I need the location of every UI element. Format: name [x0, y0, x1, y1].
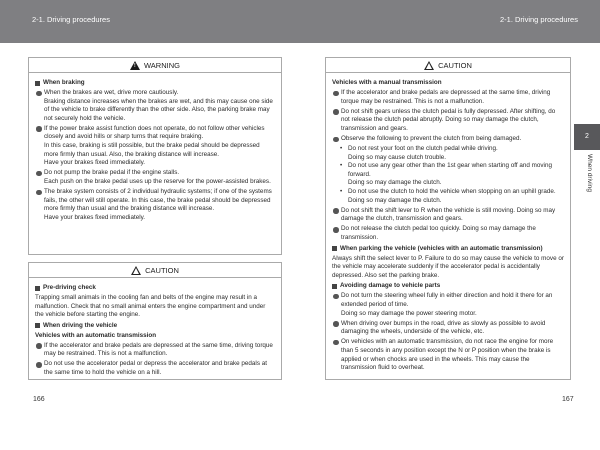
warning-triangle-icon: !	[130, 61, 140, 70]
caution-bullet: Do not use the accelerator pedal or depress the accelerator and brake pedals at the same time to hold the vehicle on a hill.	[35, 360, 275, 377]
square-bullet-icon	[332, 246, 337, 251]
caution-title-right: CAUTION	[438, 60, 472, 70]
clutch-subitem: • Do not use any gear other than the 1st gear when starting off and moving forward. Doing so may damage the clutch.	[340, 162, 552, 187]
bullet-dot-icon	[36, 126, 42, 132]
automatic-transmission-subheading: Vehicles with an automatic transmission	[35, 331, 157, 339]
caution-bullet: Do not shift gears unless the clutch pedal is fully depressed. After shifting, do not release the clutch pedal abruptly. Doing so may damage the clutch, transmission and gears.	[332, 108, 564, 134]
warning-section-heading: When braking	[35, 79, 275, 87]
bullet-dot-icon	[36, 343, 42, 349]
bullet-dot-icon	[333, 227, 339, 233]
bullet-dot-icon	[36, 362, 42, 368]
chapter-tab-label: When driving	[586, 154, 593, 192]
small-bullet-icon: •	[340, 188, 343, 196]
bullet-dot-icon	[333, 208, 339, 214]
clutch-subitem: • Do not use the clutch to hold the vehicle when stopping on an uphill grade. Doing so may damage the clutch.	[340, 188, 556, 204]
bullet-dot-icon	[36, 190, 42, 196]
square-bullet-icon	[35, 323, 40, 328]
chapter-tab: 2	[574, 124, 600, 150]
bullet-dot-icon	[333, 340, 339, 346]
small-bullet-icon: •	[340, 145, 343, 153]
avoid-damage-heading: Avoiding damage to vehicle parts	[332, 282, 564, 290]
warning-bullet: If the power brake assist function does not operate, do not follow other vehicles closely and avoid hills or sharp turns that require braking. In this case, braking is still possible, but the brake pedal should be depressed more firmly than usual. Also, the braking distance will increase. Have your brakes fixed immediately.	[35, 125, 275, 168]
caution-bullet: Observe the following to prevent the clutch from being damaged.	[332, 135, 564, 144]
pre-driving-heading: Pre-driving check	[35, 284, 275, 292]
page-number-right: 167	[562, 396, 574, 403]
caution-box-right	[325, 57, 571, 380]
caution-box-right-header	[326, 58, 570, 73]
warning-box	[28, 57, 282, 255]
square-bullet-icon	[35, 286, 40, 291]
header-title-right: 2-1. Driving procedures	[500, 15, 578, 24]
square-bullet-icon	[332, 284, 337, 289]
page-number-left: 166	[33, 396, 45, 403]
bullet-dot-icon	[333, 321, 339, 327]
caution-bullet: Do not release the clutch pedal too quickly. Doing so may damage the transmission.	[332, 225, 564, 242]
header-title-left: 2-1. Driving procedures	[32, 15, 110, 24]
small-bullet-icon: •	[340, 162, 343, 170]
bullet-dot-icon	[36, 171, 42, 177]
warning-bullet: Do not pump the brake pedal if the engine stalls. Each push on the brake pedal uses up the reserve for the power-assisted brakes.	[35, 169, 275, 186]
warning-bullet: The brake system consists of 2 individual hydraulic systems; if one of the systems fails, the other will still operate. In this case, the brake pedal should be depressed more firmly than usual and the braking distance will increase. Have your brakes fixed immediately.	[35, 188, 275, 222]
caution-box-left	[28, 262, 282, 380]
warning-title: WARNING	[144, 60, 180, 70]
caution-triangle-icon	[131, 266, 141, 275]
parking-text: Always shift the select lever to P. Failure to do so may cause the vehicle to move or the vehicle may accelerate suddenly if the accelerator pedal is accidentally depressed. Also set the parking brake.	[332, 254, 564, 279]
clutch-subitem: • Do not rest your foot on the clutch pedal while driving. Doing so may cause clutch trouble.	[340, 145, 498, 161]
bullet-dot-icon	[333, 109, 339, 115]
caution-title-left: CAUTION	[145, 265, 179, 275]
caution-bullet: Do not shift the shift lever to R when the vehicle is still moving. Doing so may damage the clutch, transmission and gears.	[332, 207, 564, 224]
pre-driving-text: Trapping small animals in the cooling fan and belts of the engine may result in a malfunction. Check that no small animal enters the engine compartment and under the vehicle before starting the engine.	[35, 294, 266, 319]
caution-bullet: Do not turn the steering wheel fully in either direction and hold it there for an extended period of time. Doing so may damage the power steering motor.	[332, 292, 564, 318]
page-header-bar	[0, 0, 600, 43]
bullet-dot-icon	[333, 137, 339, 143]
caution-bullet: When driving over bumps in the road, drive as slowly as possible to avoid damaging the wheels, underside of the vehicle, etc.	[332, 320, 564, 337]
when-driving-heading: When driving the vehicle	[35, 322, 275, 330]
caution-box-left-header	[29, 263, 281, 278]
caution-bullet: On vehicles with an automatic transmission, do not race the engine for more than 5 seconds in any position except the N or P position when the brake is applied or when chocks are used in the wheels. This may cause the transmission fluid to overheat.	[332, 338, 564, 372]
warning-box-header	[29, 58, 281, 73]
caution-bullet: If the accelerator and brake pedals are depressed at the same time, driving torque may be restrained. This is not a malfunction.	[35, 342, 275, 359]
bullet-dot-icon	[333, 294, 339, 300]
caution-bullet: If the accelerator and brake pedals are depressed at the same time, driving torque may be restrained. This is not a malfunction.	[332, 89, 564, 106]
square-bullet-icon	[35, 81, 40, 86]
parking-heading: When parking the vehicle (vehicles with an automatic transmission)	[332, 245, 564, 253]
manual-transmission-subheading: Vehicles with a manual transmission	[332, 79, 442, 86]
bullet-dot-icon	[333, 91, 339, 97]
caution-triangle-icon	[424, 61, 434, 70]
bullet-dot-icon	[36, 91, 42, 97]
warning-bullet: When the brakes are wet, drive more cautiously. Braking distance increases when the brakes are wet, and this may cause one side of the vehicle to brake differently than the other side. Also, the parking brake may not securely hold the vehicle.	[35, 89, 275, 123]
